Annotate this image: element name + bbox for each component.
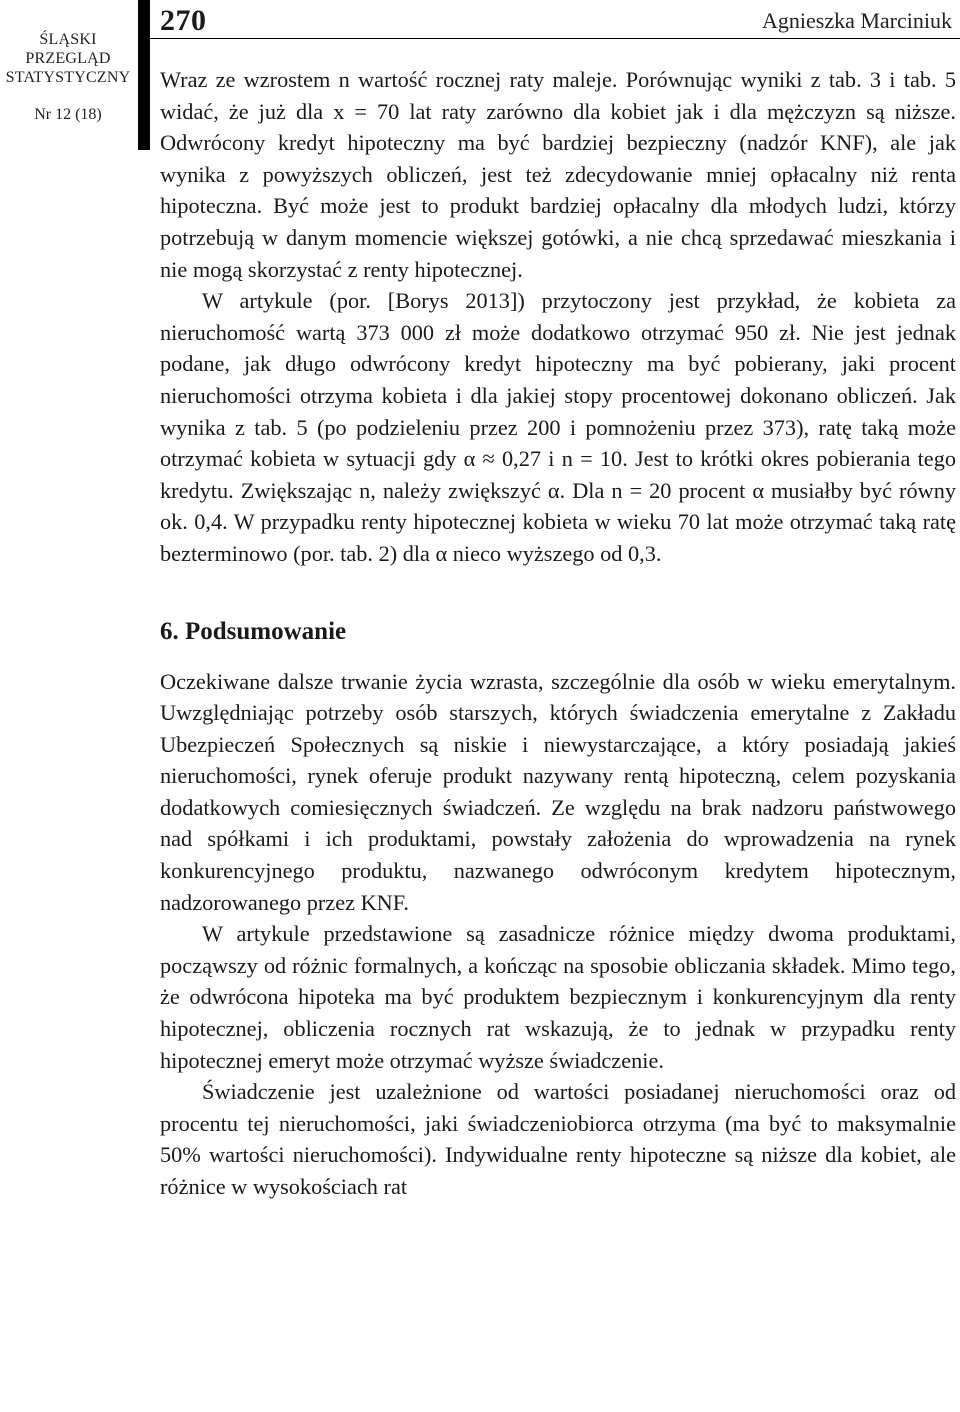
sidebar-divider-bar [138,0,150,150]
body-paragraph: Świadczenie jest uzależnione od wartości posiadanej nieruchomości oraz od procentu tej nieruchomości, jaki świadczeniobiorca otrzyma (ma być to maksymalnie 50% wartości nieruchomości). Indywidualne renty hipoteczne są niższe dla kobiet, ale różnice w wysokościach rat [160,1079,956,1199]
article-body [160,64,956,1203]
body-paragraph: Oczekiwane dalsze trwanie życia wzrasta, szczególnie dla osób w wieku emerytalnym. Uwzględniając potrzeby osób starszych, których świadczenia emerytalne z Zakładu Ubezpieczeń Społecznych są niskie i niewystarczające, a który posiadają jakieś nieruchomości, rynek oferuje produkt nazywany rentą hipoteczną, celem pozyskania dodatkowych comiesięcznych świadczeń. Ze względu na brak nadzoru państwowego nad spółkami i ich produktami, powstały założenia do wprowadzenia na rynek konkurencyjnego produktu, nazwanego odwróconym kredytem hipotecznym, nadzorowanego przez KNF. [160,668,956,915]
section-heading: 6. Podsumowanie [160,617,347,645]
running-head-author: Agnieszka Marciniuk [762,8,952,33]
journal-name-line: ŚLĄSKI [39,31,97,48]
body-paragraph: Wraz ze wzrostem n wartość rocznej raty maleje. Porównując wyniki z tab. 3 i tab. 5 widać, że już dla x = 70 lat raty zarówno dla kobiet jak i dla mężczyzn są niższe. Odwrócony kredyt hipoteczny ma być bardziej bezpieczny (nadzór KNF), ale jak wynika z powyższych obliczeń, jest też zdecydowanie mniej opłacalny niż renta hipoteczna. Być może jest to produkt bardziej opłacalny dla młodych ludzi, którzy potrzebują w danym momencie większej gotówki, a nie chcą sprzedawać mieszkania i nie mogą skorzystać z renty hipotecznej. [160,67,956,282]
journal-name-line: STATYSTYCZNY [5,69,131,86]
journal-name [0,30,136,87]
body-paragraph: W artykule (por. [Borys 2013]) przytoczony jest przykład, że kobieta za nieruchomość wartą 373 000 zł może dodatkowo otrzymać 950 zł. Nie jest jednak podane, jak długo odwrócony kredyt hipoteczny ma być pobierany, jaki procent nieruchomości otrzyma kobieta i dla jakiej stopy procentowej dokonano obliczeń. Jak wynika z tab. 5 (po podzieleniu przez 200 i pomnożeniu przez 373), ratę taką może otrzymać kobieta w sytuacji gdy α ≈ 0,27 i n = 10. Jest to krótki okres pobierania tego kredytu. Zwiększając n, należy zwiększyć α. Dla n = 20 procent α musiałby być równy ok. 0,4. W przypadku renty hipotecznej kobieta w wieku 70 lat może otrzymać taką ratę bezterminowo (por. tab. 2) dla α nieco wyższego od 0,3. [160,288,956,566]
issue-number: Nr 12 (18) [34,106,102,123]
body-paragraph: W artykule przedstawione są zasadnicze różnice między dwoma produktami, począwszy od różnic formalnych, a kończąc na sposobie obliczania składek. Mimo tego, że odwrócona hipoteka ma być produktem bezpiecznym i konkurencyjnym dla renty hipotecznej, obliczenia rocznych rat wskazują, że to jednak w przypadku renty hipotecznej emeryt może otrzymać wyższe świadczenie. [160,921,956,1073]
header-rule [150,38,960,39]
journal-name-line: PRZEGLĄD [25,50,111,67]
journal-sidebar [0,0,136,160]
page-number: 270 [160,4,207,37]
